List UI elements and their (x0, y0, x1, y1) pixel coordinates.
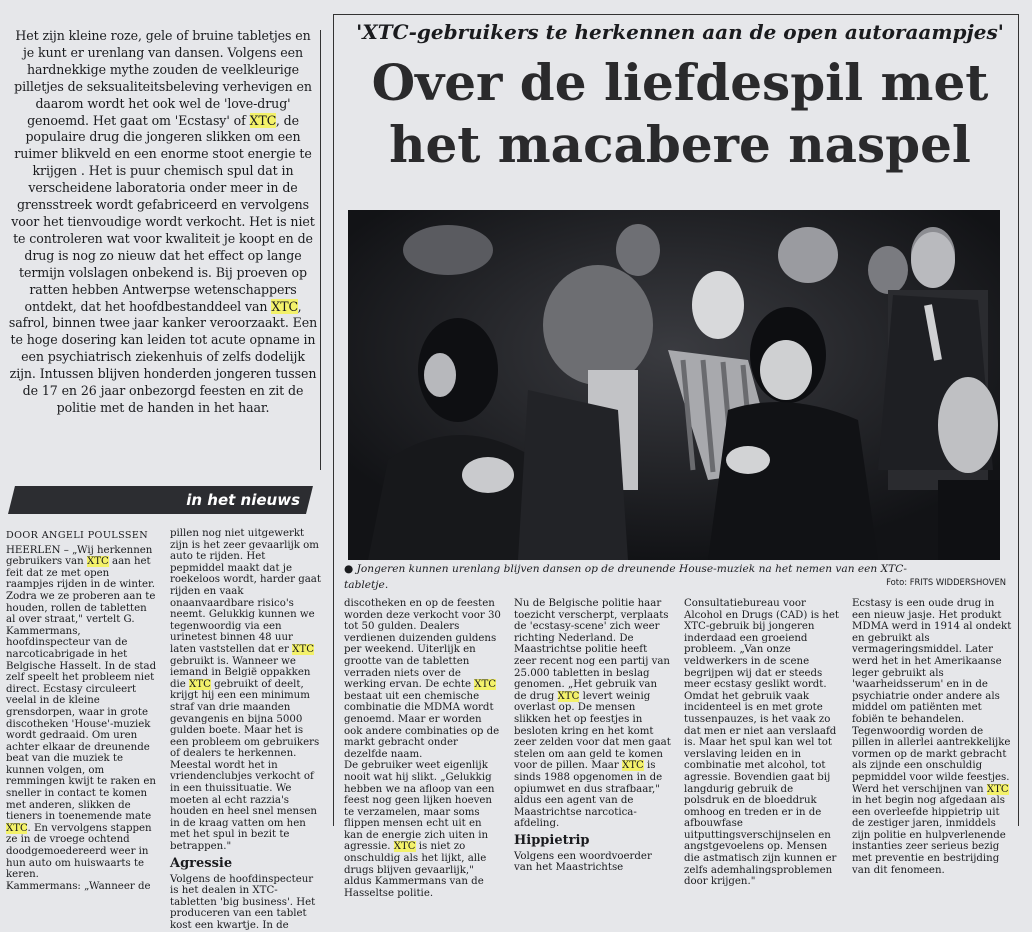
intro-paragraph: Het zijn kleine roze, gele of bruine tabletjes en je kunt er urenlang van dansen. Volgens een hardnekkige mythe zouden de veelkleurige pilletjes de seksualiteitsbeleving verhevigen en daarom wordt het ook wel de 'love-drug' genoemd. Het gaat om 'Ecstasy' of XTC, de populaire drug die jongeren slikken om een ruimer blikveld en een enorme stoot energie te krijgen . Het is puur chemisch spul dat in verscheidene laboratoria onder meer in de grensstreek wordt gefabriceerd en vervolgens voor het tienvoudige wordt verkocht. Het is niet te controleren wat voor kwaliteit je koopt en de drug is nog zo nieuw dat het effect op lange termijn volslagen onbekend is. Bij proeven op ratten hebben Antwerpse wetenschappers ontdekt, dat het hoofdbestanddeel van XTC, safrol, binnen twee jaar kanker veroorzaakt. Een te hoge dosering kan leiden tot acute opname in een psychiatrisch ziekenhuis of zelfs dodelijk zijn. Intussen blijven honderden jongeren tussen de 17 en 26 jaar onbezorgd feesten en zit de politie met de handen in het haar. (8, 28, 318, 415)
xtc-highlight: XTC (6, 822, 28, 834)
byline: DOOR ANGELI POULSSEN (6, 530, 149, 541)
article-column-5: Consultatiebureau voor Alcohol en Drugs (CAD) is het XTC-gebruik bij jongeren inderdaad een groeiend probleem. „Van onze veldwerkers in de scene begrijpen wij dat er steeds meer ecstasy geslikt wordt. Omdat het gebruik vaak incidenteel is en met grote tussenpauzes, is het vaak zo dat men er niet aan verslaafd is. Maar het spul kan wel tot verslaving leiden en in combinatie met alcohol, tot agressie. Bovendien gaat bij langdurig gebruik de polsdruk en de bloeddruk omhoog en treden er in de afbouwfase uitputtingsverschijnselen en angstgevoelens op. Mensen die astmatisch zijn kunnen er zelfs ademhalingsproblemen door krijgen." (684, 598, 839, 888)
kicker: 'XTC-gebruikers te herkennen aan de open autoraampjes' (356, 20, 1004, 44)
article-column-4: Nu de Belgische politie haar toezicht verscherpt, verplaats de 'ecstasy-scene' zich weer richting Nederland. De Maastrichtse politie heeft zeer recent nog een partij van 25.000 tabletten in beslag genomen. „Het gebruik van de drug XTC levert weinig overlast op. De mensen slikken het op feestjes in besloten kring en het komt zeer zelden voor dat men gaat stelen om aan geld te komen voor de pillen. Maar XTC is sinds 1988 opgenomen in de opiumwet en dus strafbaar," aldus een agent van de Maastrichtse narcotica-afdeling. Hippietrip Volgens een woordvoerder van het Maastrichtse (514, 598, 671, 874)
section-banner-label: in het nieuws (186, 491, 300, 509)
column-rule-mid (333, 14, 334, 826)
headline (340, 52, 1020, 192)
xtc-highlight: XTC (189, 678, 211, 690)
column-rule-left (320, 30, 321, 470)
xtc-highlight: XTC (249, 112, 276, 128)
article-column-3: discotheken en op de feesten worden deze verkocht voor 30 tot 50 gulden. Dealers verdienen duizenden guldens per weekend. Uiterlijk en grootte van de tabletten verraden niets over de werking ervan. De echte XTC bestaat uit een chemische combinatie die MDMA wordt genoemd. Maar er worden ook andere combinaties op de markt gebracht onder dezelfde naam. De gebruiker weet eigenlijk nooit wat hij slikt. „Gelukkig hebben we na afloop van een feest nog geen lijken hoeven te verzamelen, maar soms flippen mensen echt uit en kan de energie zich uiten in agressie. XTC is niet zo onschuldig als het lijkt, alle drugs blijven gevaarlijk," aldus Kammermans van de Hasseltse politie. (344, 598, 501, 899)
caption-bullet-icon: ● (344, 563, 357, 575)
xtc-highlight: XTC (474, 679, 497, 691)
xtc-highlight: XTC (393, 841, 416, 853)
subheading-agressie: Agressie (170, 855, 233, 871)
photo-dancers (348, 210, 1000, 560)
xtc-highlight: XTC (557, 690, 580, 702)
article-column-6: Ecstasy is een oude drug in een nieuw jasje. Het produkt MDMA werd in 1914 al ondekt en gebruikt als vermageringsmiddel. Later werd het in het Amerikaanse leger gebruikt als 'waarheidsserum' en in de psychiatrie onder andere als middel om patiënten met fobiën te behandelen. Tegenwoordig worden de pillen in allerlei aantrekkelijke vormen op de markt gebracht als zijnde een onschuldig pepmiddel voor wilde feestjes. Werd het verschijnen van XTC in het begin nog afgedaan als een overleefde hippietrip uit de zestiger jaren, inmiddels zijn politie en hulpverlenende instanties zeer serieus bezig met preventie en bestrijding van dit fenomeen. (852, 598, 1012, 876)
xtc-highlight: XTC (986, 783, 1009, 795)
xtc-highlight: XTC (86, 556, 109, 568)
xtc-highlight: XTC (271, 298, 298, 314)
article-column-1: DOOR ANGELI POULSSEN HEERLEN – „Wij herkennen gebruikers van XTC aan het feit dat ze met open raampjes rijden in de winter. Zodra we ze proberen aan te houden, rollen de tabletten al over straat," vertelt G. Kammermans, hoofdinspecteur van de narcoticabrigade in het Belgische Hasselt. In de stad zelf speelt het probleem niet direct. Ecstasy circuleert veelal in de kleine grensdorpen, waar in grote discotheken 'House'-muziek wordt gedraaid. Om uren achter elkaar de dreunende beat van die muziek te kunnen volgen, om remmingen kwijt te raken en sneller in contact te komen met anderen, slikken de tieners in toenemende mate XTC. En vervolgens stappen ze in de vroege ochtend doodgemoedereerd weer in hun auto om huiswaarts te keren. Kammermans: „Wanneer de (6, 530, 157, 892)
xtc-highlight: XTC (292, 643, 315, 655)
headline-line-2: het macabere naspel (389, 115, 971, 174)
xtc-highlight: XTC (621, 760, 644, 772)
photo-credit: Foto: FRITS WIDDERSHOVEN (886, 577, 1006, 587)
article-column-2: pillen nog niet uitgewerkt zijn is het zeer gevaarlijk om auto te rijden. Het pepmiddel maakt dat je roekeloos wordt, harder gaat rijden en vaak onaanvaardbare risico's neemt. Gelukkig kunnen we tegenwoordig via een urinetest binnen 48 uur laten vaststellen dat er XTC gebruikt is. Wanneer we iemand in België oppakken die XTC gebruikt of deelt, krijgt hij een een minimum straf van drie maanden gevangenis en bijna 5000 gulden boete. Maar het is een probleem om gebruikers of dealers te herkennen. Meestal wordt het in vriendenclubjes verkocht of in een thuissituatie. We moeten al echt razzia's houden en heel snel mensen in de kraag vatten om hen met het spul in bezit te betrappen." Agressie Volgens de hoofdinspecteur is het dealen in XTC-tabletten 'big business'. Het produceren van een tablet kost een kwartje. In de (170, 528, 321, 931)
photo-illustration (348, 210, 1000, 560)
headline-line-1: Over de liefdespil met (371, 53, 989, 112)
subheading-hippietrip: Hippietrip (514, 832, 590, 848)
photo-caption: ● Jongeren kunnen urenlang blijven dansen op de dreunende House-muziek na het nemen van een XTC-tabletje. (344, 563, 907, 591)
frame-rule-top (333, 14, 1019, 15)
